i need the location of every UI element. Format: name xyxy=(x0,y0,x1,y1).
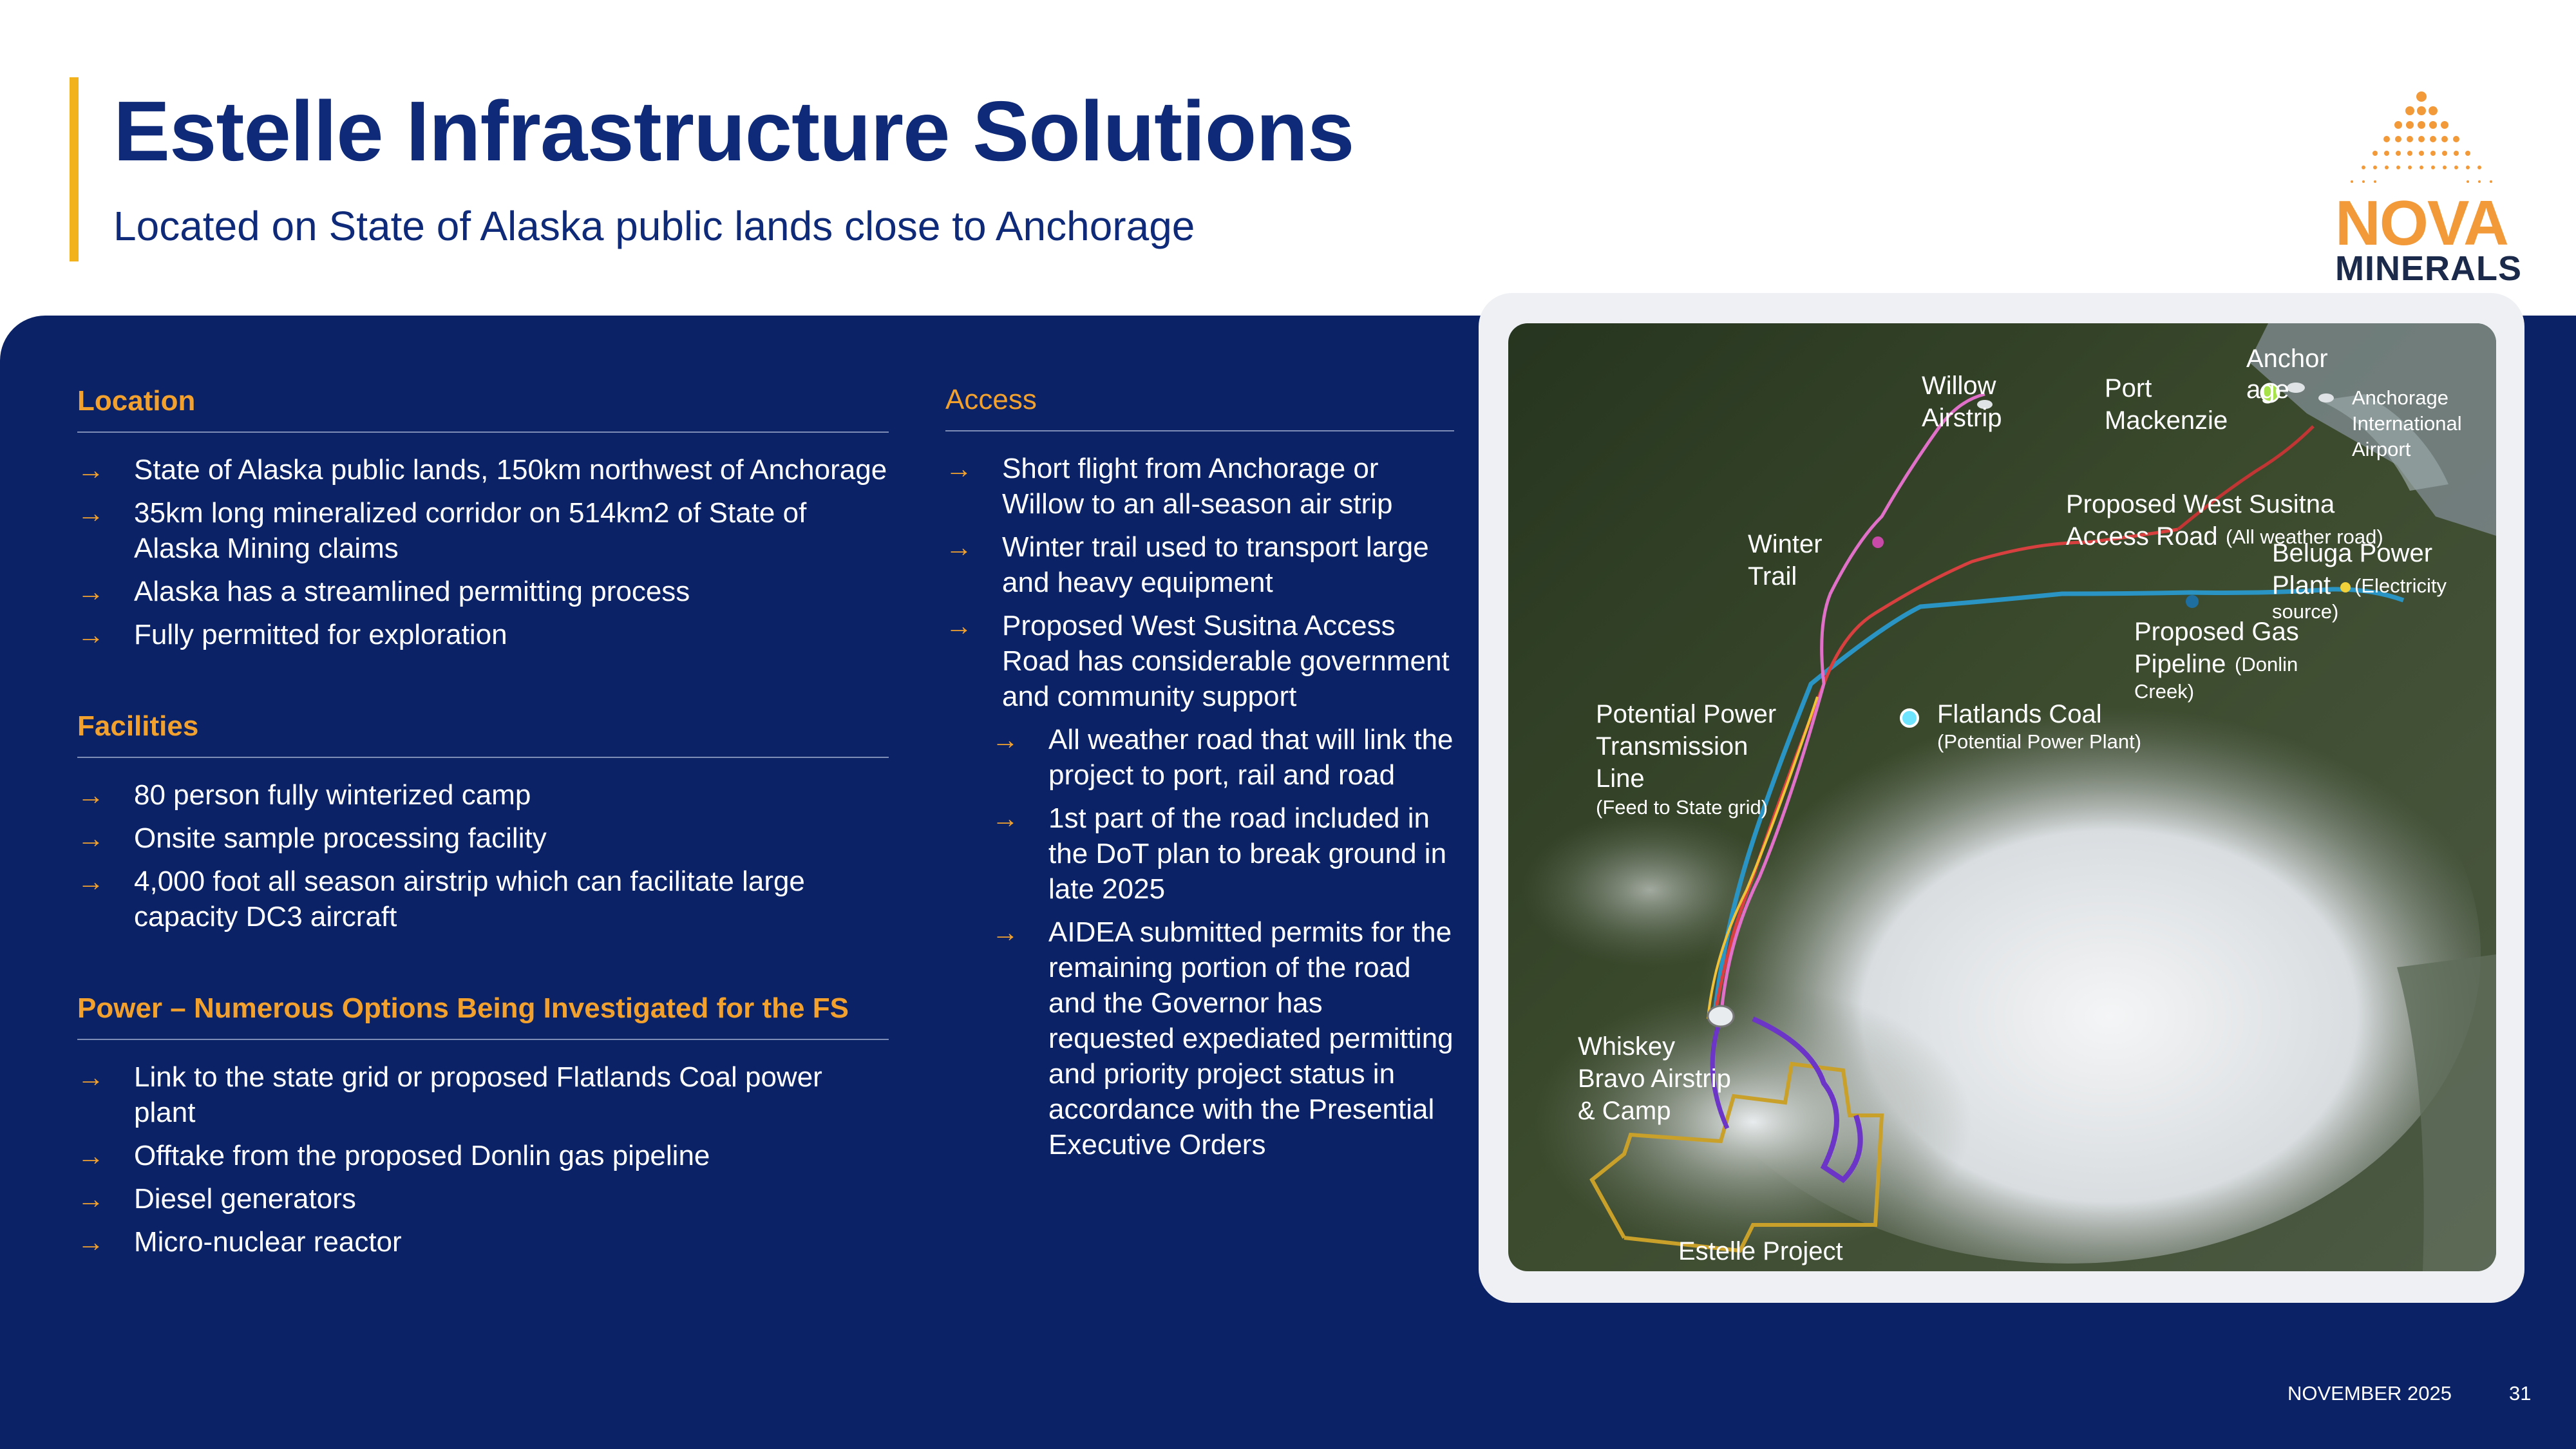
arrow-right-icon: → xyxy=(945,611,972,641)
label-road-1: Proposed West Susitna xyxy=(2066,490,2335,518)
label-transmission-1: Potential Power xyxy=(1596,700,1777,728)
list-item: → Onsite sample processing facility xyxy=(77,820,889,856)
label-winter-2: Trail xyxy=(1748,562,1797,591)
label-gas-2: Pipeline xyxy=(2134,650,2226,678)
list-item: → Short flight from Anchorage or Willow to an all-season air strip xyxy=(945,451,1454,522)
label-whiskey-1: Whiskey xyxy=(1578,1032,1676,1061)
label-beluga-2: Plant xyxy=(2272,571,2331,600)
label-road-note: (All weather road) xyxy=(2226,526,2383,548)
arrow-right-icon: → xyxy=(77,1062,104,1092)
list-item: → Link to the state grid or proposed Flatlands Coal power plant xyxy=(77,1059,889,1130)
arrow-right-icon: → xyxy=(945,453,972,484)
arrow-right-icon: → xyxy=(992,724,1019,755)
list-subitem: → AIDEA submitted permits for the remaining portion of the road and the Governor has requested expediated permitting and priority project status in accordance with the Presential Executive Orders xyxy=(945,914,1454,1162)
left-column xyxy=(77,385,889,1267)
arrow-right-icon: → xyxy=(992,803,1019,833)
list-item: → 35km long mineralized corridor on 514km2 of State of Alaska Mining claims xyxy=(77,495,889,566)
label-beluga-note-2: source) xyxy=(2272,600,2339,623)
label-willow-1: Willow xyxy=(1922,372,1996,400)
label-transmission-3: Line xyxy=(1596,764,1645,793)
page-number: 31 xyxy=(2509,1382,2532,1405)
gas-pipeline-marker xyxy=(2186,595,2199,608)
label-gas-note-2: Creek) xyxy=(2134,680,2195,703)
label-coal-note: (Potential Power Plant) xyxy=(1937,730,2142,753)
facilities-heading: Facilities xyxy=(77,710,889,758)
arrow-right-icon: → xyxy=(77,1141,104,1171)
access-heading: Access xyxy=(945,384,1454,431)
list-subitem: → All weather road that will link the project to port, rail and road xyxy=(945,722,1454,793)
label-willow-2: Airstrip xyxy=(1922,404,2002,432)
arrow-right-icon: → xyxy=(77,780,104,810)
label-transmission-note: (Feed to State grid) xyxy=(1596,796,1768,819)
label-anchorage-2: age xyxy=(2246,375,2289,404)
logo-wordmark-nova: NOVA xyxy=(2335,187,2508,258)
footer-date: NOVEMBER 2025 xyxy=(2287,1382,2452,1405)
label-whiskey-2: Bravo Airstrip xyxy=(1578,1065,1731,1093)
infrastructure-map xyxy=(1508,323,2496,1271)
nova-minerals-logo xyxy=(2325,84,2522,290)
arrow-right-icon: → xyxy=(77,620,104,650)
arrow-right-icon: → xyxy=(77,1227,104,1257)
map-graphic xyxy=(1508,323,2496,1271)
list-item: → Micro-nuclear reactor xyxy=(77,1224,889,1260)
arrow-right-icon: → xyxy=(77,866,104,896)
list-item: → 80 person fully winterized camp xyxy=(77,777,889,813)
list-item: → Offtake from the proposed Donlin gas pipeline xyxy=(77,1138,889,1173)
page-subtitle: Located on State of Alaska public lands close to Anchorage xyxy=(113,203,1195,249)
arrow-right-icon: → xyxy=(77,823,104,853)
list-item: → Winter trail used to transport large and heavy equipment xyxy=(945,529,1454,600)
label-airport-3: Airport xyxy=(2352,438,2411,460)
access-column xyxy=(945,384,1454,1170)
location-list xyxy=(77,452,889,652)
label-estelle: Estelle Project xyxy=(1678,1237,1843,1265)
label-anchorage-1: Anchor xyxy=(2246,345,2328,373)
power-heading: Power – Numerous Options Being Investigated for the FS xyxy=(77,992,889,1040)
list-item: → State of Alaska public lands, 150km northwest of Anchorage xyxy=(77,452,889,488)
label-coal-1: Flatlands Coal xyxy=(1937,700,2102,728)
list-subitem: → 1st part of the road included in the DoT plan to break ground in late 2025 xyxy=(945,800,1454,907)
arrow-right-icon: → xyxy=(77,455,104,485)
airport-marker xyxy=(2318,393,2334,402)
arrow-right-icon: → xyxy=(992,917,1019,947)
list-item: → Proposed West Susitna Access Road has considerable government and community support xyxy=(945,608,1454,714)
label-gas-1: Proposed Gas xyxy=(2134,618,2299,646)
access-list xyxy=(945,451,1454,1162)
label-winter-1: Winter xyxy=(1748,530,1823,558)
list-item: → Diesel generators xyxy=(77,1181,889,1217)
page-title: Estelle Infrastructure Solutions xyxy=(113,84,1354,178)
anchorage-city-marker xyxy=(2287,383,2305,393)
label-gas-note-1: (Donlin xyxy=(2235,653,2298,676)
whiskey-bravo-marker xyxy=(1708,1006,1734,1027)
label-port-2: Mackenzie xyxy=(2105,406,2228,435)
location-heading: Location xyxy=(77,385,889,433)
label-transmission-2: Transmission xyxy=(1596,732,1748,761)
list-item: → 4,000 foot all season airstrip which can facilitate large capacity DC3 aircraft xyxy=(77,864,889,934)
arrow-right-icon: → xyxy=(945,532,972,562)
label-airport-2: International xyxy=(2352,412,2462,435)
label-whiskey-3: & Camp xyxy=(1578,1097,1671,1125)
label-beluga-note-1: (Electricity xyxy=(2354,574,2447,597)
logo-dots-icon xyxy=(2325,84,2518,193)
facilities-list xyxy=(77,777,889,934)
winter-trail-marker xyxy=(1872,536,1884,548)
arrow-right-icon: → xyxy=(77,498,104,528)
arrow-right-icon: → xyxy=(77,1184,104,1214)
logo-wordmark-minerals: MINERALS xyxy=(2335,249,2522,288)
flatlands-coal-marker xyxy=(1901,710,1918,726)
list-item: → Fully permitted for exploration xyxy=(77,617,889,652)
label-airport-1: Anchorage xyxy=(2352,386,2448,409)
title-accent-bar xyxy=(70,77,79,261)
arrow-right-icon: → xyxy=(77,576,104,607)
label-beluga-1: Beluga Power xyxy=(2272,539,2433,567)
label-road-2: Access Road xyxy=(2066,522,2218,551)
label-port-1: Port xyxy=(2105,374,2152,402)
beluga-plant-marker xyxy=(2340,582,2351,592)
power-list xyxy=(77,1059,889,1260)
list-item: → Alaska has a streamlined permitting process xyxy=(77,574,889,609)
